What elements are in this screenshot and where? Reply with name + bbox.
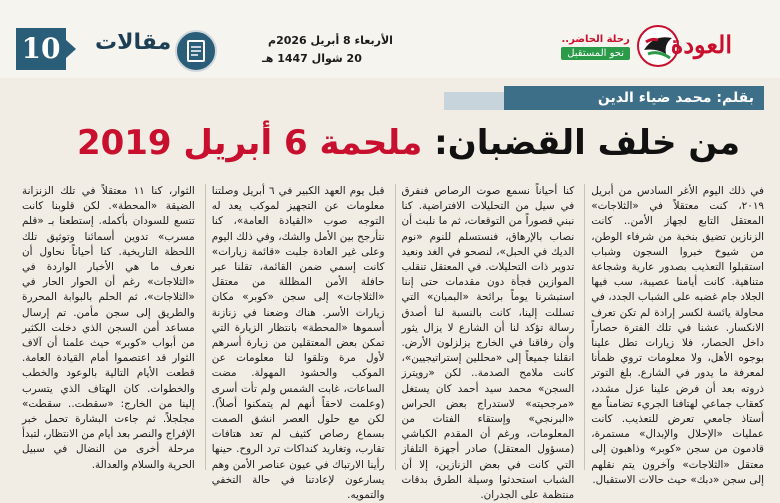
article-column-4: الثوار، كنا ١١ معتقلاً في تلك الزنزانة الضيقة «المحطة». لكن قلوبنا كانت تتسع للسودان بأكمله. إستطعنا بـ «قلم مسرب» تدوين أسمائنا وتوثيق تلك اللحظة التاريخية. كنا أحياناً نحاول أن نعرف ما هي الأخبار الواردة في «الثلاجات» رغم أن الحوار الحار في «الثلاجات»، ثم الحلم بالبوابة المحررة والطريق إلى سجن مأمن. تم إرسال مساعد أمن السجن الذي دخلت الكثير من أبواب «كوبر» حيث علمنا أن آلاف الثوار قد اعتصموا أمام القيادة العامة. قطعت الأيام التالية بالوعود والخطب والخطوات. كان الهتاف الذي يتسرب إلينا من الخارج: «سقطت.. سقطت» مجلجلاً. ثم جاءت البشارة تحمل خبر الإفراج والنصر بعد أيام من الانتظار، لتبدأ مرحلة أخرى من النضال في سبيل الحرية والسلام والعدالة. [21, 185, 195, 471]
article-column-3: قبل يوم العهد الكبير في ٦ أبريل وصلتنا معلومات عن التجهيز لموكب يعد له التوجه صوب «القيادة العامة»، كنا نتأرجح بين الأمل والشك، وفي ذلك اليوم وعلى غير العادة جلبت «قائمة زيارات» كانت إسمي ضمن القائمة، تقلنا عبر حافلة الأمن المظللة من معتقل «الثلاجات» إلى سجن «كوبر» مكان زيارات الأسر. هناك وضعنا في زنازنة أسموها «المحطة» بانتظار الزيارة التي تمكن بعض المعتقلين من زيارة أسرهم لأول مرة وتلقوا لنا معلومات عن الموكب والحشود المهولة. مضت الساعات، غابت الشمس ولم تأت أسرى (وعلمت لاحقاً أنهم لم يتمكنوا أصلاً). لكن مع حلول العصر انشق الصمت بسماع رصاص كثيف لم تعد هتافات تقارب، وتغاريد كنداكات ترد الروح. حينها رأينا الارتباك في عيون عناصر الأمن وهم يسارعون لإعادتنا في حالة التخفي والتمويه. [205, 184, 385, 470]
page-number: 10 [16, 28, 66, 70]
document-icon [175, 30, 217, 72]
page-number-pointer [66, 40, 76, 58]
headline [77, 118, 740, 168]
headline-part2: ملحمة 6 أبريل 2019 [76, 123, 423, 163]
article-columns [16, 184, 764, 502]
byline: بقلم: محمد ضياء الدين [504, 86, 764, 110]
newspaper-logo: العودة [670, 30, 732, 59]
byline-accent [444, 92, 504, 110]
article-column-2: كنا أحياناً نسمع صوت الرصاص فنفرق في سيل من التحليلات الافتراضية. كنا نبني قصوراً من التوقعات، ثم ما نلبث أن نصاب بالإرهاق، فنستسلم للنوم «نوم الديك في الحبل»، لنصحو في الغد ونعيد تدوير ذات التحليلات. في المعتقل تنقلب الموازين فجأة دون مقدمات حتى إننا استبشرنا يوماً برائحة «البمبان» التي تسللت إلينا، كانت بالنسبة لنا أصدق رسالة تؤكد لنا أن الشارع لا يزال يثور وأن رفاقنا في الخارج يزلزلون الأرض. انقلنا جميعاً إلى «محللين إستراتيجيين»، كانت ملامح الصدمة.. لكن «رويترز السجن» محمد سيد أحمد كان يستغل «مرجحيته» لاستدراج بعض الحراس «البرنجي» وإستقاء الفتات من المعلومات، ورغم أن المقدم الكباشي (مسؤول المعتقل) صادر أجهزة التلفاز التي كانت في بعض الزنازين، إلا أن الشباب استحدثوا وسيلة الطرق بدقات منتظمة على الجدران. [395, 184, 575, 470]
slogan-line2: نحو المستقبل [561, 47, 630, 60]
section-label: مقالات [95, 30, 172, 55]
masthead [0, 0, 780, 78]
hijri-date: 20 شوال 1447 هـ [262, 52, 362, 65]
headline-part1: من خلف القضبان: [434, 123, 740, 163]
article-column-1: في ذلك اليوم الأغر السادس من أبريل ٢٠١٩، كنت معتقلاً في «الثلاجات» المعتقل التابع لجهاز الأمن.. كانت الزنازين تضيق بنخبة من شرفاء الوطن، من شيوخ خبروا السجون وشباب استقبلوا التعذيب بصدور عارية وشجاعة متناهية. كانت أيامنا عصيبة، سب فيها الجلاد جام غضبه على الشباب الجدد، في محاولة يائسة لكسر إرادة لم تكن تعرف الانكسار. عشنا في تلك الفترة حصاراً داخل الحصار، فلا زيارات تطل علينا بوجوه الأهل، ولا معلومات تروي ظمأنا لمعرفة ما يدور في الشارع. بلغ التوتر ذروته بعد أن فرض علينا عزل مشدد، كعقاب جماعي لهتافنا الجريء تضامناً مع أستاذ جامعي تعرض للتعذيب. كانت عمليات «الإحلال والإبدال» مستمرة، قادمون من سجن «كوبر» وذاهبون إلى معتقل «الثلاجات» وآخرون يتم نقلهم إلى سجن «دبك» حيث حالات الاستقبال. [584, 184, 764, 470]
slogan [561, 34, 630, 60]
slogan-line1: رحلة الحاضر.. [561, 34, 630, 45]
issue-date: الأربعاء 8 أبريل 2026م [268, 34, 393, 47]
